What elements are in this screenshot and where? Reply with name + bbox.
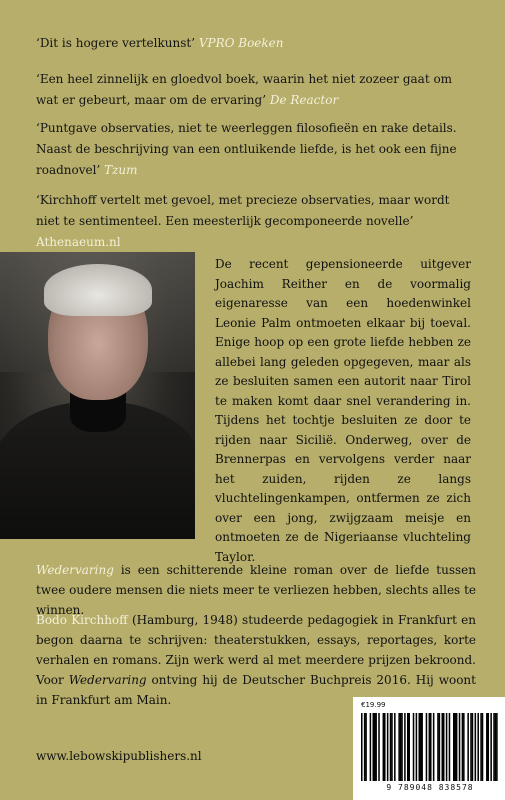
barcode-bar: [401, 713, 403, 781]
barcode-bar: [404, 713, 406, 781]
barcode-bar: [375, 713, 377, 781]
book-title: Wedervaring: [36, 563, 114, 577]
quote-source: De Reactor: [269, 93, 339, 107]
synopsis-text: De recent gepensioneerde uitgever Joachim Reither en de voormalig eigenaresse van een hoedenwinkel Leonie Palm ontmoeten elkaar bij toeval. Enige hoop op een grote liefde hebben ze allebei lang geleden opgegeven, maar als ze besluiten samen een autorit naar Tirol te maken komt daar snel verandering in. Tijdens het tochtje besluiten ze door te rijden naar Sicilië. Onderweg, over de Brennerpas en vervolgens verder naar het zuiden, rijden ze langs vluchtelingenkampen, ontfermen ze zich over een jong, zwijgzaam meisje en ontmoeten ze de Nigeriaanse vluchteling Taylor.: [215, 257, 471, 564]
review-quote: ‘Kirchhoff vertelt met gevoel, met precieze observaties, maar wordt niet te sentimenteel. Een meesterlijk gecomponeerde novelle’ Athenaeum.nl: [36, 193, 450, 249]
barcode-bar: [495, 713, 497, 781]
barcode-bar: [449, 713, 451, 781]
price-label: €19.99: [361, 701, 386, 709]
barcode-bar: [400, 713, 402, 781]
teaser-text: Wedervaring is een schitterende kleine roman over de liefde tussen twee oudere mensen die niets meer te verliezen hebben, slechts alles te winnen.: [36, 563, 476, 617]
barcode-bar: [456, 713, 458, 781]
barcode-bar: [430, 713, 432, 781]
author-bio: Bodo Kirchhoff (Hamburg, 1948) studeerde pedagogiek in Frankfurt en begon daarna te schrijven: theaterstukken, essays, reportages, korte verhalen en romans. Zijn werk werd al met meerdere prijzen bekroond. Voor Wedervaring ontving hij de Deutscher Buchpreis 2016. Hij woont in Frankfurt am Main.: [36, 613, 476, 707]
book-title: Wedervaring: [68, 673, 147, 687]
barcode-bar: [439, 713, 441, 781]
isbn-number: 9 789048 838578: [386, 783, 474, 792]
barcode-bar: [384, 713, 386, 781]
quote-source: Athenaeum.nl: [36, 235, 121, 249]
barcode-bar: [463, 713, 465, 781]
quote-source: Tzum: [104, 163, 138, 177]
barcode-bar: [408, 713, 410, 781]
review-quote: ‘Dit is hogere vertelkunst’ VPRO Boeken: [36, 36, 284, 50]
review-quote: ‘Een heel zinnelijk en gloedvol boek, waarin het niet zozeer gaat om wat er gebeurt, maar om de ervaring’ De Reactor: [36, 72, 453, 107]
barcode-bar: [390, 713, 392, 781]
quote-source: VPRO Boeken: [198, 36, 284, 50]
barcode-bar: [462, 713, 464, 781]
barcode-bar: [391, 713, 393, 781]
barcode-bar: [482, 713, 484, 781]
author-name: Bodo Kirchhoff: [36, 613, 128, 627]
review-quote: ‘Puntgave observaties, niet te weerleggen filosofieën en rake details. Naast de beschrijving van een ontluikende liefde, is het ook een fijne roadnovel’ Tzum: [36, 121, 457, 177]
barcode-bar: [420, 713, 422, 781]
barcode-bar: [486, 713, 488, 781]
barcode-bar: [454, 713, 456, 781]
barcode-bar: [398, 713, 400, 781]
barcode-bar: [493, 713, 495, 781]
barcode-bar: [443, 713, 445, 781]
barcode-bar: [490, 713, 492, 781]
barcode-bar: [437, 713, 439, 781]
barcode-bar: [488, 713, 490, 781]
barcode-bar: [419, 713, 421, 781]
barcode-bar: [459, 713, 461, 781]
barcode-bar: [413, 713, 415, 781]
barcode-bar: [361, 713, 363, 781]
barcode-bar: [373, 713, 375, 781]
barcode-bar: [370, 713, 372, 781]
barcode-bar: [387, 713, 389, 781]
barcode-bar: [446, 713, 448, 781]
barcode-bar: [470, 713, 472, 781]
barcode-bar: [475, 713, 477, 781]
barcode-bar: [378, 713, 380, 781]
barcode-bars: [361, 713, 499, 781]
barcode-bar: [429, 713, 431, 781]
barcode-bar: [374, 713, 376, 781]
barcode-bar: [426, 713, 428, 781]
author-photo: [0, 252, 195, 539]
barcode-bar: [421, 713, 423, 781]
barcode-bar: [480, 713, 482, 781]
barcode-bar: [364, 713, 366, 781]
barcode-bar: [394, 713, 396, 781]
barcode-bar: [416, 713, 418, 781]
barcode-bar: [496, 713, 498, 781]
barcode-bar: [477, 713, 479, 781]
barcode-bar: [407, 713, 409, 781]
barcode-bar: [383, 713, 385, 781]
publisher-website: www.lebowskipublishers.nl: [36, 749, 202, 763]
barcode-bar: [365, 713, 367, 781]
barcode-bar: [467, 713, 469, 781]
barcode-bar: [472, 713, 474, 781]
barcode: [353, 697, 505, 800]
barcode-bar: [433, 713, 435, 781]
barcode-bar: [453, 713, 455, 781]
barcode-bar: [442, 713, 444, 781]
